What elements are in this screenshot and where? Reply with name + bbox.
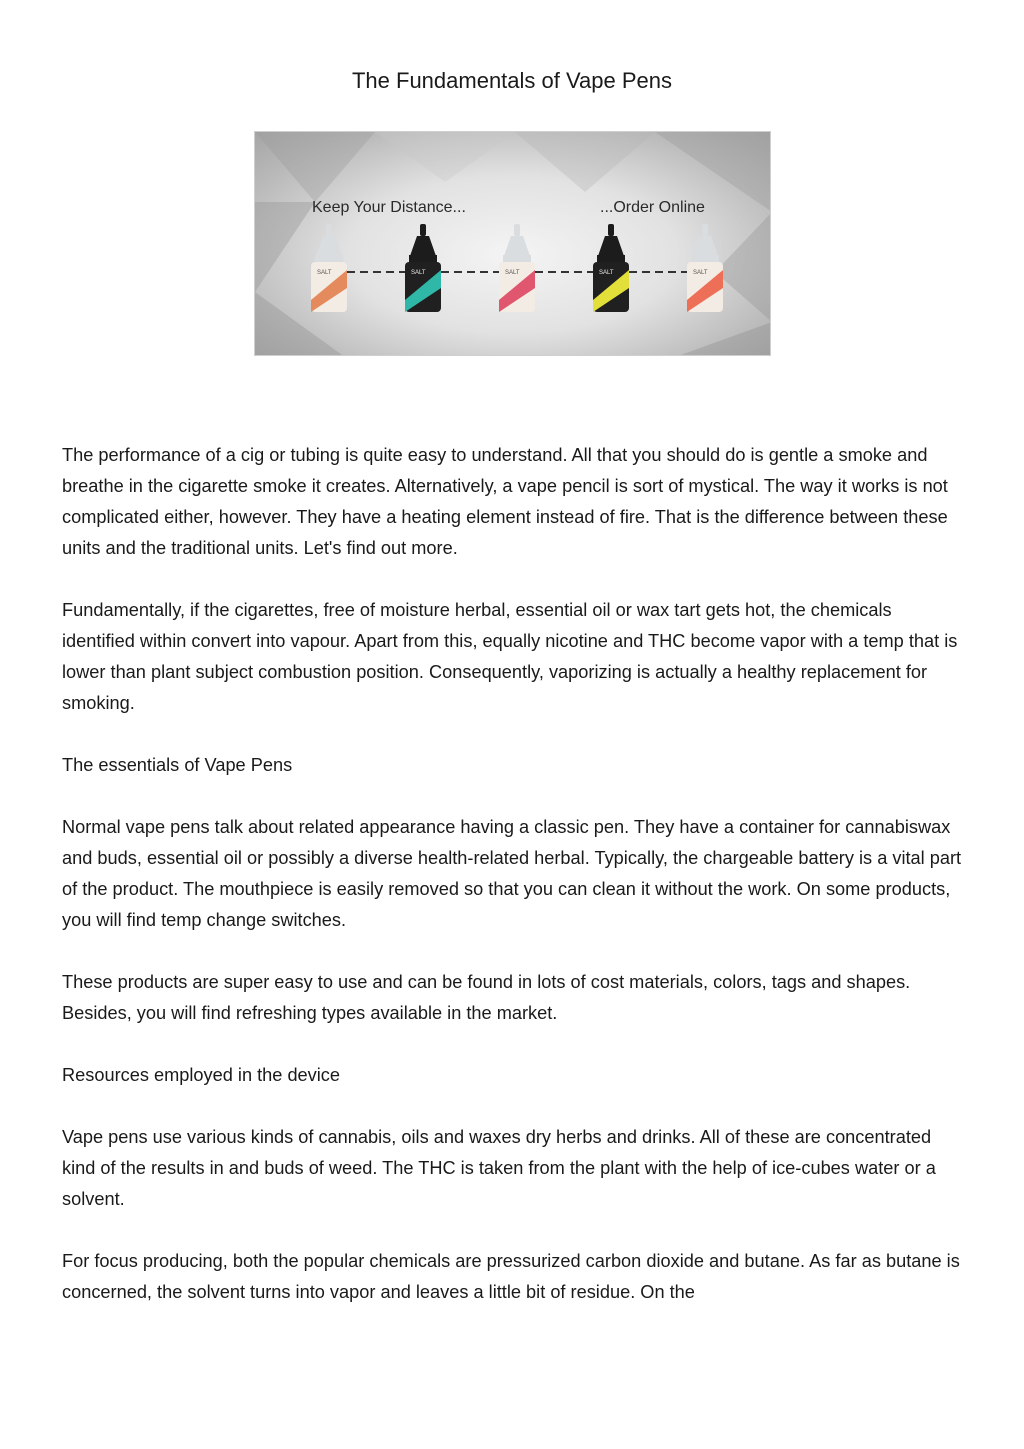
bottle-4 [593, 224, 629, 312]
bottle-tip [608, 224, 614, 236]
bottle-collar [503, 255, 531, 263]
article-body [62, 440, 967, 1339]
bottle-tip [514, 224, 520, 236]
hero-image [254, 131, 771, 356]
bottle-group [311, 224, 723, 312]
bottle-cap [316, 236, 342, 256]
bottle-5 [687, 224, 723, 312]
bottle-label: SALT [317, 270, 332, 276]
paragraph-products-easy: These products are super easy to use and can be found in lots of cost materials, colors, tags and shapes. Besides, you will find refreshing types available in the market. [62, 972, 911, 1023]
bottle-collar [597, 255, 625, 263]
bottle-cap [692, 236, 718, 256]
bottle-label: SALT [693, 270, 708, 276]
bottle-label: SALT [599, 270, 614, 276]
paragraph-normal-vape-pens: Normal vape pens talk about related appearance having a classic pen. They have a container for cannabiswax and buds, essential oil or possibly a diverse health-related herbal. Typically, the chargeable battery is a vital part of the product. The mouthpiece is easily removed so that you can clean it without the work. On some products, you will find temp change switches. [62, 817, 962, 930]
section-heading-resources: Resources employed in the device [62, 1065, 341, 1085]
hero-caption-left: Keep Your Distance... [312, 199, 466, 216]
bottle-collar [315, 255, 343, 263]
bottle-cap [598, 236, 624, 256]
bottle-collar [691, 255, 719, 263]
page-title: The Fundamentals of Vape Pens [351, 68, 672, 93]
bottle-cap [504, 236, 530, 256]
bottle-label: SALT [411, 270, 426, 276]
bottle-tip [326, 224, 332, 236]
bottle-cap [410, 236, 436, 256]
bottle-label: SALT [505, 270, 520, 276]
hero-caption-right: ...Order Online [600, 199, 705, 216]
paragraph-fundamentally: Fundamentally, if the cigarettes, free of moisture herbal, essential oil or wax tart gets hot, the chemicals identified within convert into vapour. Apart from this, equally nicotine and THC become vapor with a temp that is lower than plant subject combustion position. Consequently, vaporizing is actually a healthy replacement for smoking. [62, 600, 958, 713]
bottle-3 [499, 224, 535, 312]
section-heading-essentials: The essentials of Vape Pens [62, 755, 293, 775]
bottle-2 [405, 224, 441, 312]
bottle-1 [311, 224, 347, 312]
bottle-tip [420, 224, 426, 236]
bottle-collar [409, 255, 437, 263]
paragraph-intro: The performance of a cig or tubing is quite easy to understand. All that you should do is gentle a smoke and breathe in the cigarette smoke it creates. Alternatively, a vape pencil is sort of mystical. The way it works is not complicated either, however. They have a heating element instead of fire. That is the difference between these units and the traditional units. Let's find out more. [62, 445, 948, 558]
hero-illustration [255, 132, 771, 356]
paragraph-cannabis-oils: Vape pens use various kinds of cannabis, oils and waxes dry herbs and drinks. All of these are concentrated kind of the results in and buds of weed. The THC is taken from the plant with the help of ice-cubes water or a solvent. [62, 1127, 936, 1209]
paragraph-focus-producing: For focus producing, both the popular chemicals are pressurized carbon dioxide and butane. As far as butane is concerned, the solvent turns into vapor and leaves a little bit of residue. On the [62, 1251, 960, 1302]
bottle-tip [702, 224, 708, 236]
